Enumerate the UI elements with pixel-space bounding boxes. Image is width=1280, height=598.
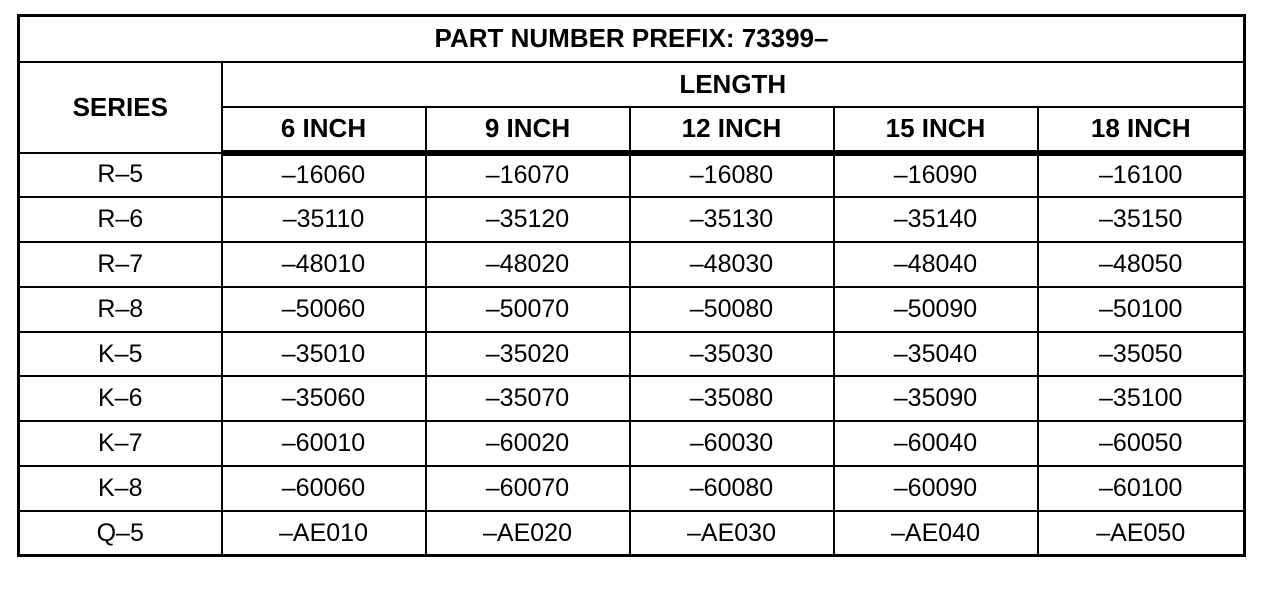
part-number-cell: –AE010 [222, 511, 426, 556]
part-number-cell: –35070 [426, 376, 630, 421]
table-row [19, 376, 1245, 421]
table-row [19, 421, 1245, 466]
series-cell: R–5 [19, 153, 222, 198]
column-header-15-inch: 15 INCH [834, 107, 1038, 153]
part-number-cell: –60050 [1038, 421, 1245, 466]
part-number-cell: –60040 [834, 421, 1038, 466]
series-cell: K–8 [19, 466, 222, 511]
column-header-12-inch: 12 INCH [630, 107, 834, 153]
part-number-cell: –60080 [630, 466, 834, 511]
part-number-cell: –AE020 [426, 511, 630, 556]
part-number-cell: –16100 [1038, 153, 1245, 198]
part-number-cell: –60090 [834, 466, 1038, 511]
part-number-cell: –35040 [834, 332, 1038, 377]
part-number-cell: –60010 [222, 421, 426, 466]
part-number-cell: –48010 [222, 242, 426, 287]
series-cell: K–5 [19, 332, 222, 377]
table-row [19, 332, 1245, 377]
series-cell: K–6 [19, 376, 222, 421]
table-row [19, 511, 1245, 556]
part-number-cell: –48030 [630, 242, 834, 287]
part-number-cell: –50090 [834, 287, 1038, 332]
part-number-cell: –35080 [630, 376, 834, 421]
part-number-cell: –35030 [630, 332, 834, 377]
part-number-cell: –35100 [1038, 376, 1245, 421]
part-number-cell: –48050 [1038, 242, 1245, 287]
part-number-cell: –AE050 [1038, 511, 1245, 556]
series-cell: K–7 [19, 421, 222, 466]
table-row [19, 242, 1245, 287]
part-number-cell: –AE040 [834, 511, 1038, 556]
series-cell: R–6 [19, 197, 222, 242]
part-number-cell: –16080 [630, 153, 834, 198]
table-row [19, 287, 1245, 332]
column-header-9-inch: 9 INCH [426, 107, 630, 153]
part-number-cell: –35050 [1038, 332, 1245, 377]
column-header-18-inch: 18 INCH [1038, 107, 1245, 153]
part-number-cell: –48020 [426, 242, 630, 287]
part-number-cell: –16060 [222, 153, 426, 198]
part-number-cell: –60020 [426, 421, 630, 466]
part-number-table [17, 14, 1246, 557]
series-cell: R–8 [19, 287, 222, 332]
part-number-cell: –50100 [1038, 287, 1245, 332]
group-header-row [19, 62, 1245, 107]
table-body [19, 153, 1245, 556]
part-number-cell: –35130 [630, 197, 834, 242]
part-number-cell: –AE030 [630, 511, 834, 556]
table-row [19, 197, 1245, 242]
part-number-cell: –35090 [834, 376, 1038, 421]
table-row [19, 153, 1245, 198]
part-number-cell: –35060 [222, 376, 426, 421]
series-cell: R–7 [19, 242, 222, 287]
part-number-cell: –60100 [1038, 466, 1245, 511]
part-number-cell: –50060 [222, 287, 426, 332]
length-header: LENGTH [222, 62, 1245, 107]
part-number-cell: –50070 [426, 287, 630, 332]
part-number-cell: –16090 [834, 153, 1038, 198]
part-number-cell: –48040 [834, 242, 1038, 287]
part-number-cell: –35020 [426, 332, 630, 377]
part-number-cell: –60060 [222, 466, 426, 511]
part-number-cell: –35140 [834, 197, 1038, 242]
part-number-cell: –16070 [426, 153, 630, 198]
part-number-cell: –35010 [222, 332, 426, 377]
series-cell: Q–5 [19, 511, 222, 556]
part-number-cell: –35110 [222, 197, 426, 242]
part-number-cell: –35150 [1038, 197, 1245, 242]
table-row [19, 466, 1245, 511]
series-header: SERIES [19, 62, 222, 153]
table-title: PART NUMBER PREFIX: 73399– [19, 16, 1245, 62]
part-number-cell: –60070 [426, 466, 630, 511]
column-header-6-inch: 6 INCH [222, 107, 426, 153]
title-row [19, 16, 1245, 62]
part-number-cell: –60030 [630, 421, 834, 466]
part-number-cell: –35120 [426, 197, 630, 242]
part-number-cell: –50080 [630, 287, 834, 332]
